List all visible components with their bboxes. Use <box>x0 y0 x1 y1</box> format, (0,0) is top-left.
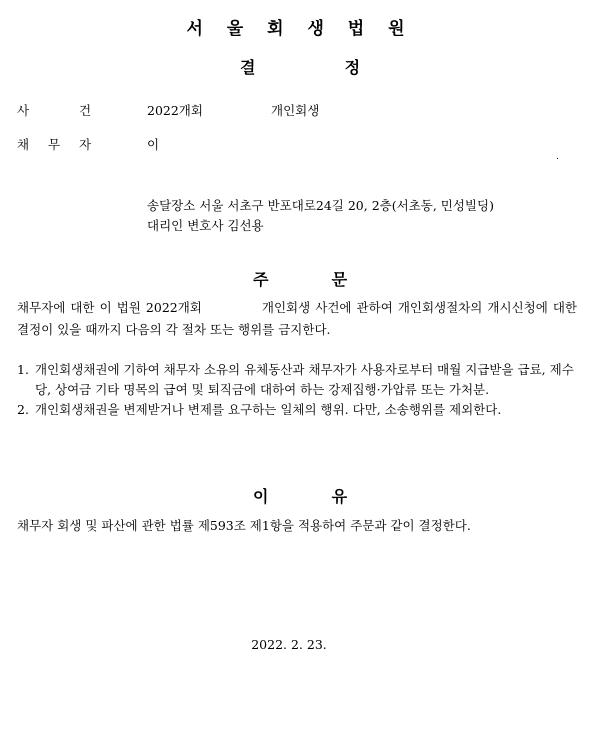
case-type: 개인회생 <box>271 103 320 118</box>
ruling-item <box>17 400 577 420</box>
document-title-right: 정 <box>344 58 361 77</box>
decision-date: 2022. 2. 23. <box>251 637 327 652</box>
ruling-heading <box>0 267 600 290</box>
debtor-name: 이 <box>147 137 160 152</box>
debtor-label-char-1: 채 <box>17 137 30 152</box>
reason-text: 채무자 회생 및 파산에 관한 법률 제593조 제1항을 적용하여 주문과 같이 결정한다. <box>17 518 471 533</box>
ruling-list <box>17 360 577 420</box>
reason-heading-left: 이 <box>252 487 269 506</box>
ruling-item-number: 2. <box>17 402 29 417</box>
ruling-item-text: 개인회생채권에 기하여 채무자 소유의 유체동산과 채무자가 사용자로부터 매월 지급받을 급료, 제수당, 상여금 기타 명목의 급여 및 퇴직금에 대하여 하는 강제집행·가압류 또는 가처분. <box>35 362 574 397</box>
debtor-label-char-3: 자 <box>79 137 92 152</box>
ruling-item <box>17 360 577 400</box>
reason-heading <box>0 484 600 507</box>
document-title-left: 결 <box>239 58 256 77</box>
ruling-heading-left: 주 <box>252 270 269 289</box>
service-agent: 대리인 변호사 김선용 <box>147 218 264 233</box>
case-label-char-1: 사 <box>17 103 30 118</box>
ruling-item-number: 1. <box>17 362 29 377</box>
ruling-item-text: 개인회생채권을 변제받거나 변제를 요구하는 일체의 행위. 다만, 소송행위를 제외한다. <box>35 402 502 417</box>
ruling-intro-part1: 채무자에 대한 이 법원 2022개회 <box>17 300 202 315</box>
case-label-char-2: 건 <box>79 103 92 118</box>
ruling-intro <box>17 297 577 341</box>
document-title <box>0 55 600 78</box>
court-name: 서 울 회 생 법 원 <box>186 19 414 39</box>
reason-heading-right: 유 <box>331 487 348 506</box>
ruling-heading-right: 문 <box>331 270 348 289</box>
service-address: 송달장소 서울 서초구 반포대로24길 20, 2층(서초동, 민성빌딩) <box>147 198 494 213</box>
ruling-intro-part2: 개인회생 사건에 관하여 개인회생절차의 개시신청에 대한 결정이 있을 때까지 다음의 각 절차 또는 행위를 금지한다. <box>17 300 578 337</box>
debtor-label-char-2: 무 <box>48 137 61 152</box>
case-number: 2022개회 <box>147 103 203 118</box>
stray-mark: . <box>556 152 559 162</box>
